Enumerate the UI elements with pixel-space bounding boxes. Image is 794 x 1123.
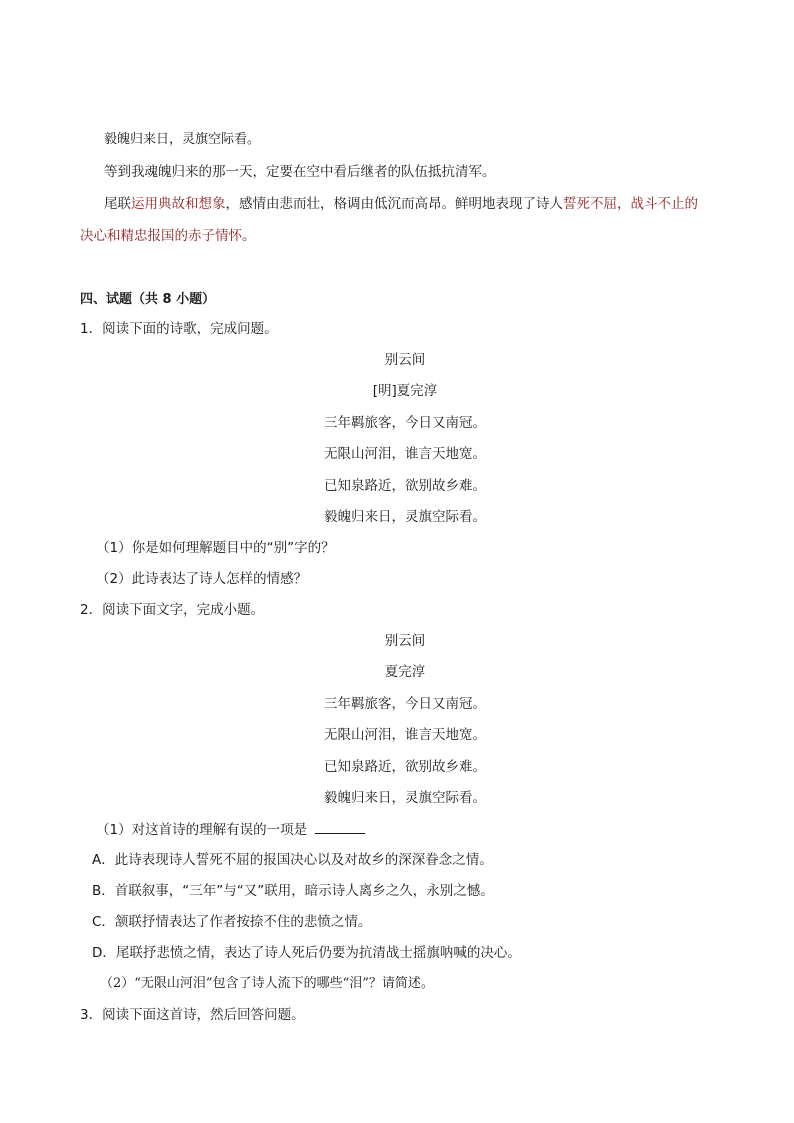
poem-2-line: 无限山河泪，谁言天地宽。 [324, 727, 486, 743]
analysis-paragraph-line-2 [80, 226, 256, 246]
option-c: C．颔联抒情表达了作者按捺不住的悲愤之情。 [92, 914, 372, 930]
poem-1-title: 别云间 [384, 352, 426, 368]
poem-2-title: 别云间 [384, 633, 426, 649]
analysis-highlight: 誓死不屈，战斗不止的 [563, 196, 698, 212]
option-d: D．尾联抒悲愤之情，表达了诗人死后仍要为抗清战士摇旗呐喊的决心。 [92, 945, 521, 961]
option-a: A．此诗表现诗人誓死不屈的报国决心以及对故乡的深深眷念之情。 [92, 852, 493, 868]
question-1-stem: 1．阅读下面的诗歌，完成问题。 [80, 321, 278, 337]
poem-2-author: 夏完淳 [384, 664, 426, 680]
question-2-stem: 2．阅读下面文字，完成小题。 [80, 602, 265, 618]
question-2-sub-1 [96, 819, 365, 840]
poem-2-line: 已知泉路近，欲别故乡难。 [324, 759, 486, 775]
question-1-sub-2: （2）此诗表达了诗人怎样的情感？ [96, 571, 308, 587]
poem-2-line: 毅魄归来日，灵旗空际看。 [324, 790, 486, 806]
question-2-sub-2: （2）“无限山河泪”包含了诗人流下的哪些“泪”？请简述。 [100, 976, 434, 991]
analysis-text: ，感情由悲而壮，格调由低沉而高昂。鲜明地表现了诗人 [225, 196, 563, 212]
option-b: B．首联叙事，“三年”与“又”联用，暗示诗人离乡之久，永别之憾。 [92, 883, 494, 899]
answer-blank[interactable] [315, 819, 365, 834]
question-2-sub-1-text: （1）对这首诗的理解有误的一项是 [96, 822, 308, 838]
question-1-sub-1: （1）你是如何理解题目中的“别”字的？ [96, 540, 335, 556]
analysis-paragraph-line-1 [104, 194, 698, 214]
analysis-text: 。 [242, 228, 256, 244]
question-3-stem: 3．阅读下面这首诗，然后回答问题。 [80, 1007, 305, 1023]
analysis-highlight: 运用典故和想象 [131, 196, 226, 212]
poem-1-line: 毅魄归来日，灵旗空际看。 [324, 509, 486, 525]
calligraphy-verse: 毅魄归来日，灵旗空际看。 [104, 132, 261, 147]
analysis-highlight: 决心和精忠报国的赤子情怀 [80, 228, 242, 244]
section-heading: 四、试题（共 8 小题） [80, 292, 216, 307]
poem-1-line: 无限山河泪，谁言天地宽。 [324, 446, 486, 462]
verse-translation: 等到我魂魄归来的那一天，定要在空中看后继者的队伍抵抗清军。 [104, 164, 496, 180]
poem-1-author: [明]夏完淳 [372, 383, 438, 399]
poem-2-line: 三年羁旅客，今日又南冠。 [324, 696, 486, 712]
analysis-text: 尾联 [104, 196, 131, 212]
poem-1-line: 三年羁旅客，今日又南冠。 [324, 415, 486, 431]
poem-1-line: 已知泉路近，欲别故乡难。 [324, 478, 486, 494]
